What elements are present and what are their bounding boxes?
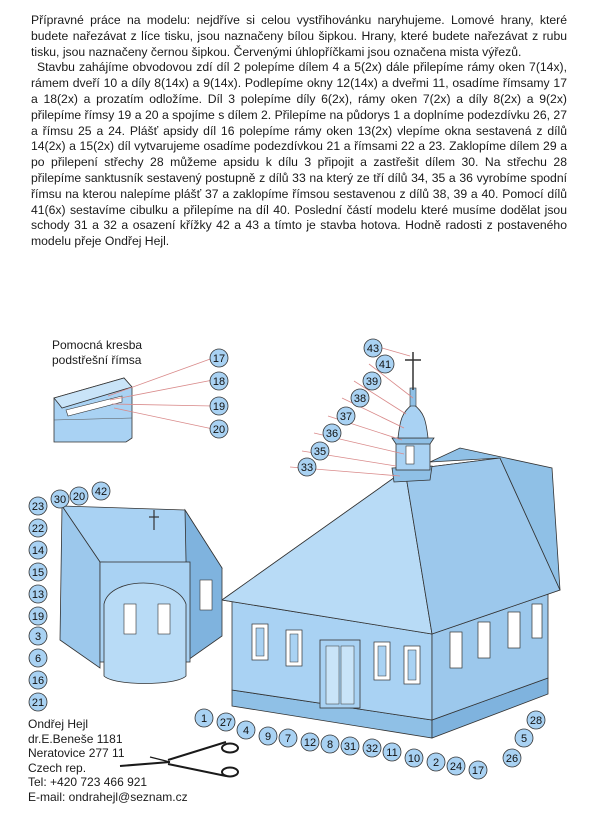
contact-email: E-mail: ondrahejl@seznam.cz	[28, 789, 188, 804]
part-number-label: 22	[31, 523, 45, 535]
part-badge-19	[210, 397, 228, 415]
church-model	[219, 448, 560, 738]
intro-paragraph: Přípravné práce na modelu: nejdříve si celou vystřihovánku naryhujeme. Lomové hrany, které budete nařezávat z líce tisku, jsou naznačeny bílou šipkou. Hrany, které budete nařezávat z rubu tisku, jsou naznačeny černou šipkou. Červenými úhlopříčkami jsou označena mista výřezů.	[31, 13, 567, 59]
contact-phone: Tel: +420 723 466 921	[28, 775, 148, 790]
part-number-label: 5	[520, 733, 528, 745]
part-badge-17	[210, 349, 228, 367]
part-badge-22	[29, 519, 47, 537]
part-number-label: 41	[378, 359, 392, 371]
part-badge-6	[29, 649, 47, 667]
part-badge-16	[29, 671, 47, 689]
part-badge-18	[210, 372, 228, 390]
part-number-label: 10	[407, 753, 421, 765]
part-badge-28	[527, 711, 545, 729]
part-badge-20	[210, 420, 228, 438]
part-number-label: 31	[343, 741, 357, 753]
part-badge-35	[311, 442, 329, 460]
part-badge-12	[301, 733, 319, 751]
part-number-label: 9	[264, 731, 272, 743]
part-badge-26	[503, 749, 521, 767]
part-number-label: 17	[471, 765, 485, 777]
part-number-label: 2	[432, 757, 440, 769]
contact-town: Neratovice 277 11	[28, 746, 125, 761]
part-number-label: 6	[34, 653, 42, 665]
part-number-label: 35	[313, 446, 327, 458]
part-number-label: 7	[284, 733, 292, 745]
part-number-label: 11	[386, 747, 398, 759]
part-badge-27	[217, 713, 235, 731]
part-number-label: 1	[200, 713, 208, 725]
part-badge-36	[323, 424, 341, 442]
part-badge-21	[29, 693, 47, 711]
part-number-label: 38	[353, 393, 367, 405]
part-number-label: 37	[339, 411, 353, 423]
part-badge-8	[321, 735, 339, 753]
part-badge-24	[447, 757, 465, 775]
part-number-label: 27	[219, 717, 233, 729]
part-number-label: 42	[94, 486, 108, 498]
part-badge-23	[29, 497, 47, 515]
part-badge-37	[337, 407, 355, 425]
contact-block	[28, 717, 188, 805]
part-number-label: 3	[34, 631, 42, 643]
assembly-paragraph: Stavbu zahájíme obvodovou zdí díl 2 polepíme dílem 4 a 5(2x) dále přilepíme rámy oken 7(14x), rámem dveří 10 a díly 8(14x) a 9(14x). Podlepíme okny 12(14x) a dveřmi 11, osadíme římsamy 17 a 18(2x) a prozatím odložíme. Díl 3 polepíme díly 6(2x), rámy oken 7(2x) a díly 8(2x) a 9(2x) přilepíme římsy 19 a 20 a spojíme s dílem 2. Přilepíme na půdorys 1 a doplníme podezdívku 26, 27 a římsu 25 a 24. Plášť apsidy díl 16 polepíme rámy oken 13(2x) vlepíme okna sestavená z dílů 14(2x) a 15(2x) díl vytvarujeme osadíme podezdívkou 21 a římsami 22 a 23. Zaklopíme dílem 29 a po přilepení střechy 28 můžeme apsidu k dílu 3 připojit a zastřešit dílem 30. Na střechu 28 přilepíme sanktusník sestavený postupně z dílů 33 na který ze tří dílů 34, 35 a 36 vyrobíme spodní římsu na kterou nalepíme plášť 37 a zaklopíme římsou sestavenou z dílů 38, 39 a 40. Pomocí dílů 41(6x) sestavíme cibulku a přilepíme na díl 40. Poslední částí modelu které musíme dodělat jsou schody 31 a 32 a osazení křížky 42 a 43 a tímto je stavba hotova. Hodně radosti z postaveného modelu přeje Ondřej Hejl.	[31, 60, 567, 249]
part-number-label: 28	[529, 715, 543, 727]
part-badge-33	[298, 458, 316, 476]
part-badge-31	[341, 737, 359, 755]
caption-line-1: Pomocná kresba	[52, 338, 143, 352]
part-number-label: 13	[31, 589, 45, 601]
part-badge-13	[29, 585, 47, 603]
part-number-label: 15	[31, 567, 45, 579]
part-badge-4	[237, 721, 255, 739]
part-badge-2	[427, 753, 445, 771]
leader-lines	[108, 348, 413, 476]
part-number-label: 23	[31, 501, 45, 513]
part-badge-15	[29, 563, 47, 581]
contact-name: Ondřej Hejl	[28, 717, 89, 731]
part-number-label: 43	[366, 343, 380, 355]
part-number-label: 21	[31, 697, 45, 709]
part-badge-19	[29, 607, 47, 625]
part-badge-39	[363, 372, 381, 390]
contact-street: dr.E.Beneše 1181	[28, 731, 123, 746]
part-badge-7	[279, 729, 297, 747]
part-number-label: 32	[365, 743, 379, 755]
part-badge-3	[29, 627, 47, 645]
part-badge-43	[364, 339, 382, 357]
contact-country: Czech rep.	[28, 760, 87, 775]
caption-line-2: podstřešní římsa	[52, 353, 142, 367]
part-number-label: 18	[212, 376, 226, 388]
part-number-label: 26	[505, 753, 519, 765]
part-number-label: 19	[212, 401, 226, 413]
sanctus-tower	[392, 388, 434, 482]
part-number-label: 12	[303, 737, 317, 749]
part-badge-5	[515, 729, 533, 747]
part-badge-41	[376, 355, 394, 373]
part-number-label: 20	[212, 424, 226, 436]
part-number-label: 16	[31, 675, 45, 687]
part-number-label: 33	[300, 462, 314, 474]
part-badge-9	[259, 727, 277, 745]
part-number-label: 8	[326, 739, 334, 751]
part-badge-1	[195, 709, 213, 727]
part-number-label: 17	[212, 353, 226, 365]
apse-model	[60, 506, 222, 684]
part-number-label: 14	[31, 545, 45, 557]
part-badge-17	[469, 761, 487, 779]
part-badge-10	[405, 749, 423, 767]
part-number-label: 20	[72, 491, 86, 503]
cross-icon	[405, 352, 421, 390]
part-badge-14	[29, 541, 47, 559]
part-badge-30	[51, 490, 69, 508]
part-number-label: 30	[53, 494, 67, 506]
part-number-label: 19	[31, 611, 45, 623]
part-badge-42	[92, 482, 110, 500]
part-number-label: 36	[325, 428, 339, 440]
part-badge-20	[70, 487, 88, 505]
cornice-drawing	[54, 378, 132, 442]
part-number-label: 39	[365, 376, 379, 388]
part-badge-38	[351, 389, 369, 407]
part-badge-32	[363, 739, 381, 757]
part-number-label: 24	[449, 761, 463, 773]
part-badge-11	[383, 743, 401, 761]
part-number-label: 4	[242, 725, 250, 737]
